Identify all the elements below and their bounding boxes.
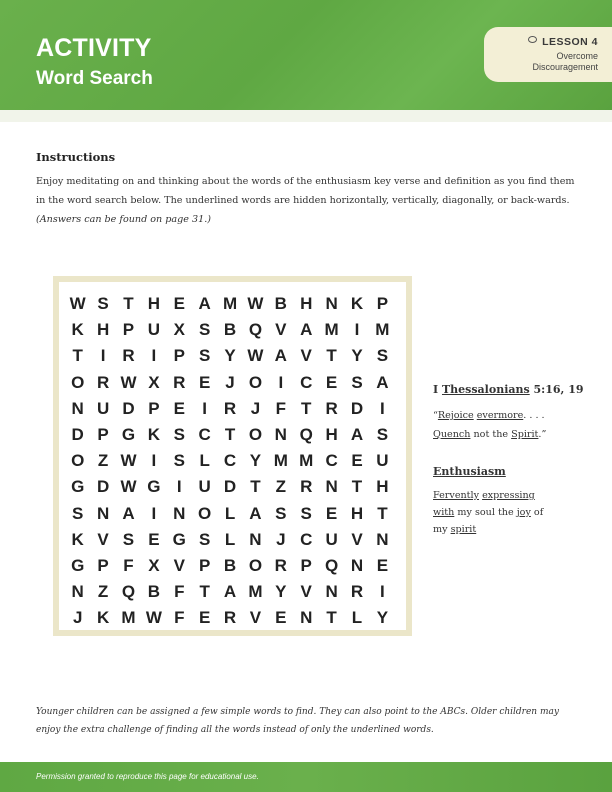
grid-letter: A	[249, 503, 262, 523]
grid-letter: X	[173, 320, 185, 340]
grid-letter: J	[72, 608, 83, 628]
grid-letter: N	[71, 398, 84, 418]
grid-letter: W	[120, 372, 137, 392]
grid-letter: N	[376, 529, 389, 549]
grid-letter: R	[350, 582, 364, 602]
activity-subtitle: Word Search	[36, 68, 153, 89]
word-fervently: Fervently	[433, 490, 480, 501]
lesson-badge	[484, 27, 612, 82]
grid-letter: U	[325, 529, 338, 549]
grid-letter: K	[96, 608, 110, 628]
grid-letter: E	[198, 372, 211, 392]
grid-letter: M	[299, 451, 314, 471]
grid-letter: W	[247, 294, 264, 313]
grid-letter: C	[198, 424, 211, 444]
grid-letter: Q	[324, 555, 339, 575]
grid-letter: K	[71, 529, 84, 549]
grid-letter: P	[198, 555, 211, 575]
activity-title: ACTIVITY	[36, 34, 152, 62]
grid-letter: O	[71, 372, 85, 392]
grid-letter: L	[199, 451, 210, 471]
grid-letter: M	[375, 320, 390, 340]
grid-letter: C	[325, 451, 338, 471]
instructions-text: Enjoy meditating on and thinking about the words of the enthusiasm key verse and definition as you find them in the word search below. The underlined words are hidden horizontally, vertically, diagonally, or back-wards.	[36, 176, 575, 206]
grid-letter: O	[248, 424, 263, 444]
leaf-icon	[528, 36, 537, 43]
lesson-topic-line2: Discouragement	[532, 62, 598, 72]
grid-letter: P	[97, 555, 109, 575]
grid-letter: K	[350, 294, 364, 313]
grid-letter: N	[350, 555, 364, 575]
word-spirit-verse: Spirit	[511, 429, 539, 440]
grid-letter: E	[351, 451, 363, 471]
grid-letter: O	[198, 503, 212, 523]
footer-bar	[0, 762, 612, 792]
grid-letter: W	[69, 294, 86, 313]
verse-line-1: “Rejoice evermore. . . .	[433, 410, 545, 421]
grid-letter: H	[325, 424, 338, 444]
grid-letter: L	[224, 503, 236, 523]
grid-letter: Q	[299, 424, 313, 444]
grid-letter: E	[148, 529, 160, 549]
grid-letter: S	[300, 503, 312, 523]
definition-text	[433, 487, 583, 538]
grid-letter: W	[247, 346, 264, 366]
grid-letter: K	[147, 424, 160, 444]
grid-letter: M	[324, 320, 339, 340]
grid-letter: Y	[376, 608, 389, 628]
grid-letter: D	[96, 477, 110, 497]
grid-letter: U	[376, 451, 389, 471]
grid-letter: I	[151, 451, 157, 471]
grid-letter: K	[71, 320, 84, 340]
grid-letter: A	[274, 346, 287, 366]
word-quench: Quench	[433, 429, 471, 440]
grid-letter: S	[198, 346, 211, 366]
grid-letter: P	[173, 346, 185, 366]
grid-letter: P	[122, 320, 135, 340]
grid-letter: L	[351, 608, 363, 628]
grid-letter: G	[147, 477, 161, 497]
grid-letter: U	[147, 320, 160, 340]
grid-letter: W	[120, 477, 137, 497]
grid-letter: A	[122, 503, 135, 523]
grid-letter: T	[224, 424, 236, 444]
grid-letter: S	[122, 529, 135, 549]
grid-letter: T	[72, 346, 83, 366]
grid-letter: F	[174, 582, 185, 602]
grid-letter: Z	[97, 582, 109, 602]
lesson-number: LESSON 4	[542, 36, 598, 48]
lesson-topic	[488, 51, 598, 73]
word-evermore: evermore	[476, 410, 524, 421]
word-expressing: expressing	[482, 490, 535, 501]
header-divider	[0, 110, 612, 122]
grid-letter: M	[121, 608, 136, 628]
grid-letter: N	[96, 503, 110, 523]
grid-letter: J	[276, 529, 286, 549]
grid-letter: A	[350, 424, 364, 444]
grid-letter: O	[248, 555, 263, 575]
grid-letter: Y	[351, 346, 363, 366]
grid-letter: C	[300, 372, 313, 392]
grid-letter: F	[275, 398, 287, 418]
grid-letter: T	[199, 582, 210, 602]
footer-permission: Permission granted to reproduce this page for educational use.	[36, 772, 259, 781]
grid-letter: I	[151, 503, 157, 523]
answers-note: (Answers can be found on page 31.)	[36, 214, 212, 225]
word-joy: joy	[516, 507, 531, 518]
grid-letter: J	[250, 398, 261, 418]
grid-letter: G	[71, 477, 85, 497]
grid-letter: Z	[275, 477, 287, 497]
grid-letter: E	[173, 294, 185, 313]
grid-letter: P	[97, 424, 109, 444]
grid-letter: H	[376, 477, 389, 497]
grid-letter: S	[351, 372, 363, 392]
grid-letter: L	[224, 529, 236, 549]
grid-letter: A	[376, 372, 389, 392]
grid-letter: S	[72, 503, 84, 523]
grid-letter: H	[147, 294, 160, 313]
grid-letter: U	[198, 477, 211, 497]
grid-letter: B	[274, 294, 287, 313]
grid-letter: M	[222, 294, 238, 313]
grid-letter: R	[96, 372, 110, 392]
grid-letter: E	[173, 398, 185, 418]
grid-letter: S	[97, 294, 109, 313]
verse-reference: I Thessalonians 5:16, 19	[433, 383, 584, 396]
grid-letter: Y	[249, 451, 262, 471]
grid-letter: R	[122, 346, 135, 366]
grid-letter: B	[147, 582, 160, 602]
grid-letter: R	[223, 608, 237, 628]
grid-letter: S	[275, 503, 287, 523]
grid-letter: V	[275, 320, 287, 340]
grid-letter: V	[351, 529, 363, 549]
word-with: with	[433, 507, 455, 518]
grid-letter: C	[300, 529, 313, 549]
grid-letter: V	[300, 346, 312, 366]
grid-letter: I	[354, 320, 360, 340]
grid-letter: E	[325, 503, 338, 523]
word-rejoice: Rejoice	[437, 410, 474, 421]
grid-letter: N	[173, 503, 186, 523]
grid-letter: R	[274, 555, 287, 575]
definition-title: Enthusiasm	[433, 465, 506, 478]
grid-letter: N	[274, 424, 287, 444]
grid-letter: S	[173, 451, 185, 471]
definition-line-2: with my soul the joy of	[433, 507, 544, 518]
grid-letter: S	[198, 320, 211, 340]
grid-letter: C	[223, 451, 237, 471]
grid-letter: D	[122, 398, 135, 418]
grid-letter: E	[275, 608, 287, 628]
grid-letter: O	[71, 451, 85, 471]
grid-letter: F	[174, 608, 185, 628]
instructions-heading: Instructions	[36, 150, 116, 164]
grid-letter: I	[202, 398, 208, 418]
grid-letter: O	[248, 372, 263, 392]
grid-letter: R	[223, 398, 237, 418]
verse-line-2: Quench not the Spirit.”	[433, 429, 547, 440]
grid-letter: J	[225, 372, 235, 392]
grid-letter: A	[223, 582, 237, 602]
grid-letter: I	[380, 582, 385, 602]
grid-letter: E	[376, 555, 389, 575]
definition-line-3: my spirit	[433, 524, 477, 535]
grid-letter: H	[300, 294, 313, 313]
grid-letter: T	[326, 346, 337, 366]
grid-letter: G	[71, 555, 85, 575]
grid-letter: B	[223, 320, 237, 340]
grid-letter: M	[248, 582, 263, 602]
grid-letter: N	[249, 529, 262, 549]
grid-letter: S	[173, 424, 185, 444]
grid-letter: P	[376, 294, 389, 313]
grid-letter: D	[71, 424, 84, 444]
grid-letter: D	[223, 477, 237, 497]
grid-letter: N	[325, 582, 338, 602]
grid-letter: A	[300, 320, 313, 340]
grid-letter: W	[120, 451, 137, 471]
word-spirit-definition: spirit	[450, 524, 477, 535]
grid-letter: E	[325, 372, 338, 392]
footnote: Younger children can be assigned a few simple words to find. They can also point to the ABCs. Older children may enjoy the extra challenge of finding all the words instead of only the underlined words.	[36, 707, 559, 735]
grid-letter: A	[198, 294, 211, 313]
definition-line-1	[433, 487, 583, 504]
grid-letter: M	[273, 451, 288, 471]
grid-letter: V	[249, 608, 262, 628]
grid-letter: N	[71, 582, 84, 602]
grid-letter: R	[173, 372, 186, 392]
grid-letter: I	[100, 346, 106, 366]
grid-letter: I	[380, 398, 385, 418]
grid-letter: X	[148, 372, 160, 392]
grid-letter: Q	[248, 320, 263, 340]
grid-letter: T	[351, 477, 363, 497]
grid-letter: H	[350, 503, 364, 523]
grid-letter: P	[148, 398, 160, 418]
verse-book: Thessalonians	[441, 383, 530, 396]
grid-letter: Q	[121, 582, 136, 602]
grid-letter: T	[377, 503, 388, 523]
grid-letter: V	[97, 529, 109, 549]
grid-letter: U	[96, 398, 110, 418]
grid-letter: Y	[224, 346, 236, 366]
grid-letter: I	[151, 346, 157, 366]
grid-letter: I	[176, 477, 182, 497]
grid-letter: T	[123, 294, 134, 313]
grid-letter: H	[96, 320, 110, 340]
grid-letter: P	[300, 555, 312, 575]
grid-letter: E	[198, 608, 211, 628]
grid-letter: T	[301, 398, 312, 418]
grid-letter: N	[325, 294, 338, 313]
grid-letter: G	[172, 529, 186, 549]
grid-letter: N	[325, 477, 338, 497]
grid-letter: D	[350, 398, 364, 418]
grid-letter: G	[121, 424, 136, 444]
grid-letter: R	[300, 477, 313, 497]
grid-letter: V	[300, 582, 312, 602]
lesson-label	[528, 36, 598, 48]
grid-letter: X	[148, 555, 160, 575]
grid-letter: B	[223, 555, 237, 575]
verse-text	[433, 406, 593, 444]
word-search-grid	[65, 291, 395, 631]
grid-letter: V	[173, 555, 185, 575]
grid-letter: S	[376, 424, 389, 444]
grid-letter: Z	[97, 451, 109, 471]
lesson-topic-line1: Overcome	[556, 51, 598, 61]
grid-letter: F	[123, 555, 134, 575]
grid-letter: R	[325, 398, 338, 418]
grid-letter: W	[145, 608, 162, 628]
grid-letter: S	[198, 529, 211, 549]
grid-letter: T	[250, 477, 261, 497]
grid-letter: I	[278, 372, 284, 392]
header-banner	[0, 0, 612, 110]
instructions-body	[36, 172, 576, 229]
grid-letter: Y	[275, 582, 287, 602]
grid-letter: N	[300, 608, 313, 628]
word-search-frame	[53, 276, 412, 636]
grid-letter: S	[376, 346, 389, 366]
grid-letter: T	[326, 608, 337, 628]
